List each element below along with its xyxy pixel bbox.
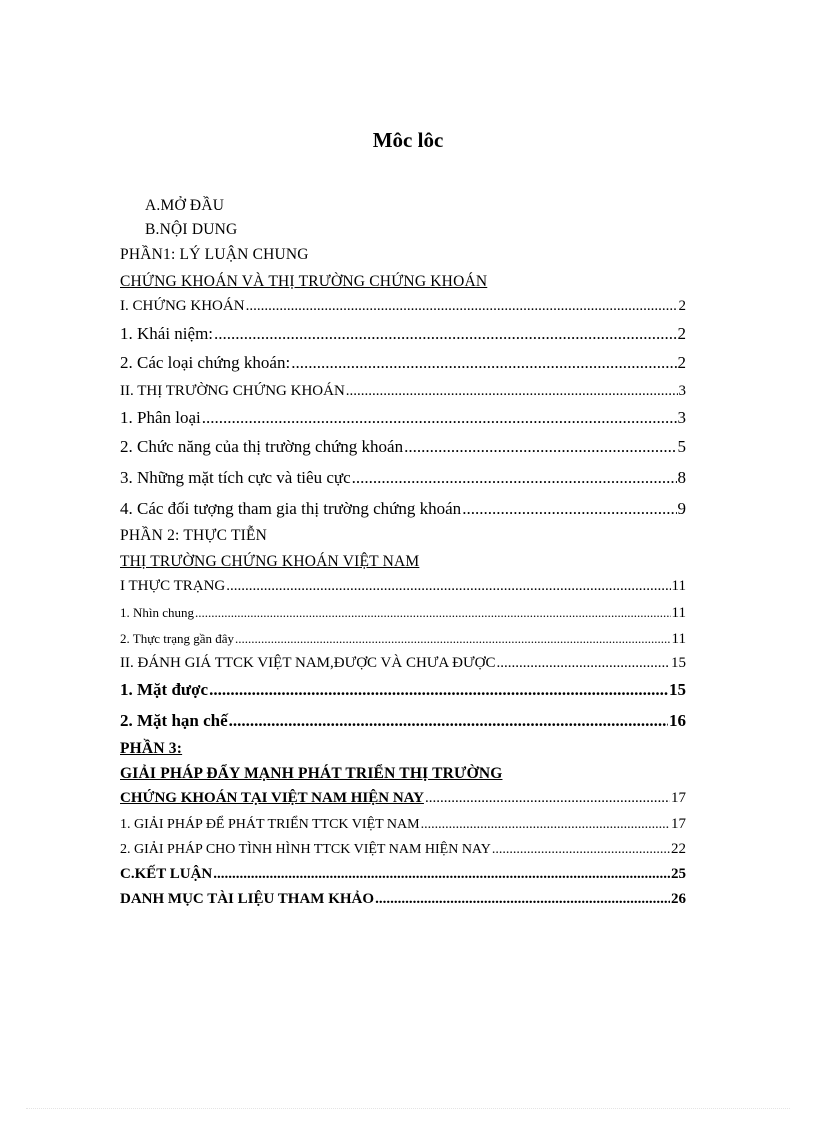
toc-leader — [352, 468, 677, 488]
toc-entry-label: CHỨNG KHOÁN TẠI VIỆT NAM HIỆN NAY — [120, 790, 424, 806]
toc-entry-page: 15 — [671, 655, 686, 671]
toc-entry-label: 1. GIẢI PHÁP ĐỂ PHÁT TRIỂN TTCK VIỆT NAM — [120, 817, 420, 832]
part2-subtitle: THỊ TRƯỜNG CHỨNG KHOÁN VIỆT NAM — [120, 553, 420, 570]
toc-entry-page: 2 — [678, 298, 686, 314]
page-title: Môc lôc — [372, 128, 444, 152]
toc-entry-page: 17 — [671, 790, 686, 806]
toc-entry-page: 8 — [677, 468, 686, 487]
toc-entry-label: 2. Mặt hạn chế — [120, 711, 228, 730]
toc-entry-label: DANH MỤC TÀI LIỆU THAM KHẢO — [120, 891, 375, 907]
toc-entry-label: 2. GIẢI PHÁP CHO TÌNH HÌNH TTCK VIỆT NAM HIỆN NAY — [120, 842, 491, 857]
toc-entry-label: 2. Thực trạng gần đây — [120, 631, 235, 646]
toc-leader — [404, 437, 676, 457]
toc-leader — [496, 655, 670, 672]
toc-leader — [375, 891, 670, 908]
toc-entry-page: 2 — [677, 353, 686, 372]
toc-entry-page: 26 — [671, 891, 686, 907]
toc-entry-label: 1. Phân loại — [120, 408, 201, 427]
toc-entry[interactable] — [120, 711, 686, 731]
toc-entry[interactable] — [120, 631, 686, 648]
toc-entry[interactable] — [120, 383, 686, 400]
toc-entry[interactable] — [120, 655, 686, 672]
toc-entry-page: 2 — [677, 324, 686, 343]
toc-leader — [229, 711, 668, 731]
toc-intro-a: A.MỞ ĐẦU — [145, 197, 225, 214]
toc-entry-label: 1. Mặt được — [120, 680, 209, 699]
part1-subtitle: CHỨNG KHOÁN VÀ THỊ TRƯỜNG CHỨNG KHOÁN — [120, 273, 488, 290]
part3-heading: PHẦN 3: — [120, 740, 183, 757]
toc-entry[interactable] — [120, 680, 686, 700]
toc-entry-label: II. ĐÁNH GIÁ TTCK VIỆT NAM,ĐƯỢC VÀ CHƯA ĐƯỢC — [120, 655, 496, 671]
toc-entry[interactable] — [120, 605, 686, 622]
toc-entry-label: 2. Chức năng của thị trường chứng khoán — [120, 437, 404, 456]
toc-entry[interactable] — [120, 499, 686, 519]
toc-entry-page: 22 — [671, 841, 686, 857]
toc-entry-label: 2. Các loại chứng khoán: — [120, 353, 291, 372]
toc-leader — [246, 298, 678, 315]
toc-entry[interactable] — [120, 841, 686, 858]
toc-entry[interactable] — [120, 891, 686, 908]
toc-entry[interactable] — [120, 324, 686, 344]
toc-leader — [195, 605, 671, 621]
toc-entry-page: 11 — [671, 631, 686, 647]
toc-entry-label: I THỰC TRẠNG — [120, 578, 226, 594]
toc-leader — [202, 408, 677, 428]
part3-subtitle: GIẢI PHÁP ĐẨY MẠNH PHÁT TRIỂN THỊ TRƯỜNG — [120, 765, 503, 782]
toc-entry-page: 16 — [669, 711, 686, 730]
toc-entry-page: 15 — [669, 680, 686, 699]
toc-intro-b: B.NỘI DUNG — [145, 221, 238, 238]
toc-leader — [291, 353, 676, 373]
toc-entry[interactable] — [120, 298, 686, 315]
toc-entry-label: II. THỊ TRƯỜNG CHỨNG KHOÁN — [120, 383, 345, 399]
toc-entry[interactable] — [120, 790, 686, 807]
toc-entry[interactable] — [120, 816, 686, 833]
toc-entry[interactable] — [120, 353, 686, 373]
toc-leader — [462, 499, 676, 519]
toc-entry-page: 11 — [671, 605, 686, 621]
toc-entry[interactable] — [120, 866, 686, 883]
toc-entry-label: 1. Nhìn chung — [120, 605, 195, 620]
toc-entry-page: 3 — [678, 383, 686, 399]
toc-entry-page: 5 — [677, 437, 686, 456]
toc-entry-label: 3. Những mặt tích cực và tiêu cực — [120, 468, 351, 487]
toc-leader — [209, 680, 668, 700]
toc-entry-label: C.KẾT LUẬN — [120, 866, 213, 882]
toc-entry[interactable] — [120, 408, 686, 428]
toc-leader — [492, 842, 670, 858]
page-bottom-rule — [26, 1108, 790, 1109]
toc-leader — [346, 383, 678, 400]
toc-entry-label: 4. Các đối tượng tham gia thị trường chứng khoán — [120, 499, 462, 518]
part2-heading: PHẦN 2: THỰC TIỄN — [120, 527, 268, 544]
toc-leader — [425, 790, 670, 807]
toc-entry-page: 25 — [671, 866, 686, 882]
toc-leader — [421, 817, 670, 833]
toc-entry-page: 3 — [677, 408, 686, 427]
toc-entry-page: 17 — [671, 816, 686, 832]
toc-entry-page: 9 — [677, 499, 686, 518]
toc-leader — [213, 866, 670, 883]
toc-entry-label: 1. Khái niệm: — [120, 324, 214, 343]
toc-leader — [235, 631, 671, 647]
part1-heading: PHẦN1: LÝ LUẬN CHUNG — [120, 246, 309, 263]
toc-entry[interactable] — [120, 578, 686, 595]
toc-entry[interactable] — [120, 437, 686, 457]
toc-entry-label: I. CHỨNG KHOÁN — [120, 298, 245, 314]
toc-entry-page: 11 — [671, 578, 686, 594]
toc-entry[interactable] — [120, 468, 686, 488]
toc-leader — [214, 324, 676, 344]
toc-leader — [226, 578, 670, 595]
